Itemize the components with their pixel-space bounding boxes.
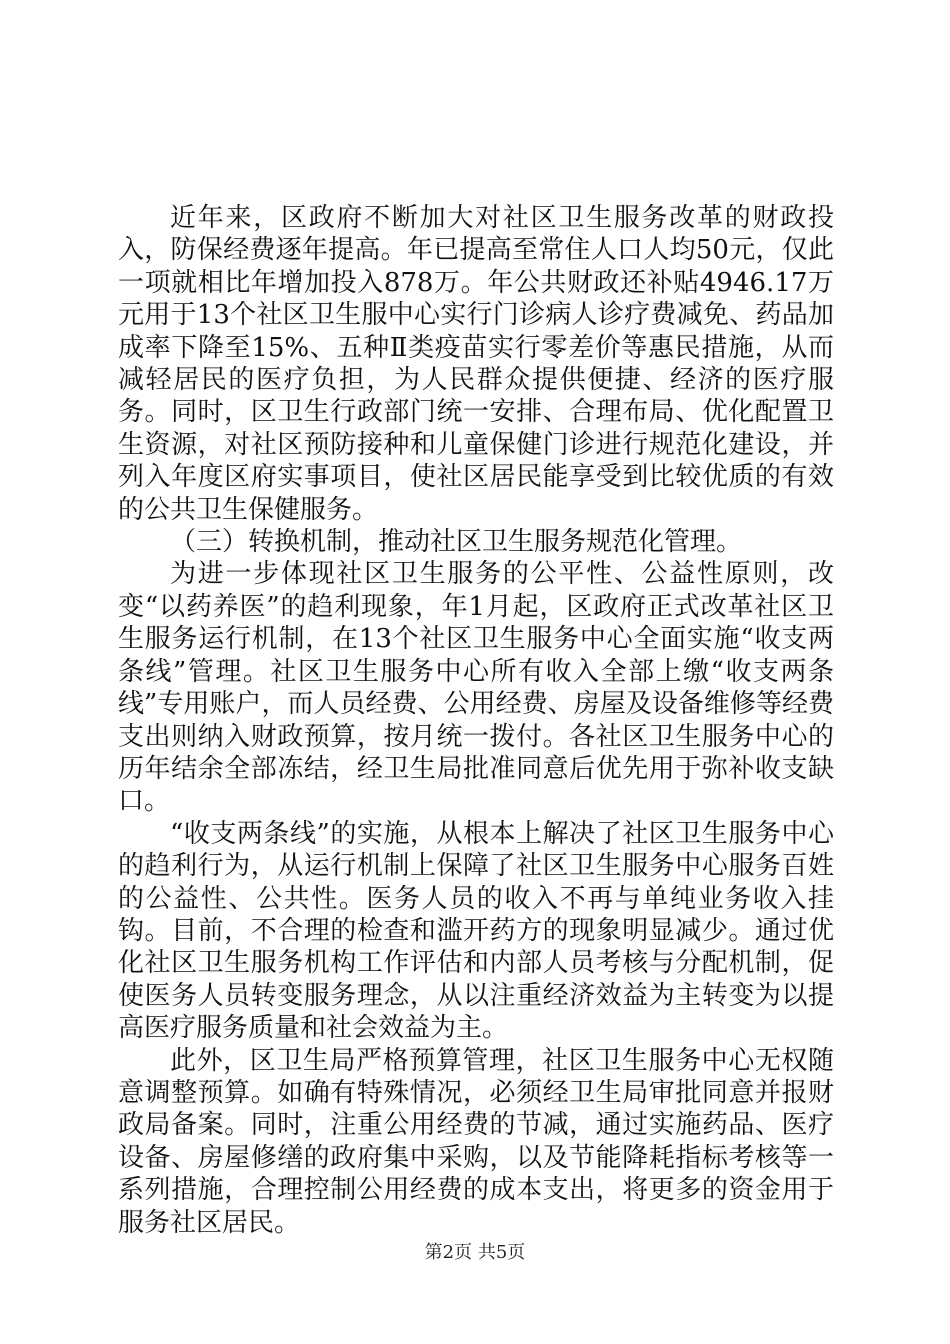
page-footer: 第2页 共5页 [424,1242,526,1263]
paragraph-budget-management: 此外，区卫生局严格预算管理，社区卫生服务中心无权随意调整预算。如确有特殊情况，必须经卫生局审批同意并报财政局备案。同时，注重公用经费的节减，通过实施药品、医疗设备、房屋修缮的政府集中采购，以及节能降耗指标考核等一系列措施，合理控制公用经费的成本支出，将更多的资金用于服务社区居民。 [118,1045,834,1238]
paragraph-two-lines-effect: “收支两条线”的实施，从根本上解决了社区卫生服务中心的趋利行为，从运行机制上保障了社区卫生服务中心服务百姓的公益性、公共性。医务人员的收入不再与单纯业务收入挂钩。目前，不合理的检查和滥开药方的现象明显减少。通过优化社区卫生服务机构工作评估和内部人员考核与分配机制，促使医务人员转变服务理念，从以注重经济效益为主转变为以提高医疗服务质量和社会效益为主。 [118,818,834,1044]
document-body [118,202,834,1239]
paragraph-two-lines-management: 为进一步体现社区卫生服务的公平性、公益性原则，改变“以药养医”的趋利现象，年1月起，区政府正式改革社区卫生服务运行机制，在13个社区卫生服务中心全面实施“收支两条线”管理。社区卫生服务中心所有收入全部上缴“收支两条线”专用账户，而人员经费、公用经费、房屋及设备维修等经费支出则纳入财政预算，按月统一拨付。各社区卫生服务中心的历年结余全部冻结，经卫生局批准同意后优先用于弥补收支缺口。 [118,559,834,817]
section-heading-mechanism: （三）转换机制，推动社区卫生服务规范化管理。 [170,527,743,558]
paragraph-financial-investment: 近年来，区政府不断加大对社区卫生服务改革的财政投入，防保经费逐年提高。年已提高至常住人口人均50元，仅此一项就相比年增加投入878万。年公共财政还补贴4946.17万元用于13个社区卫生服中心实行门诊病人诊疗费减免、药品加成率下降至15%、五种Ⅱ类疫苗实行零差价等惠民措施，从而减轻居民的医疗负担，为人民群众提供便捷、经济的医疗服务。同时，区卫生行政部门统一安排、合理布局、优化配置卫生资源，对社区预防接种和儿童保健门诊进行规范化建设，并列入年度区府实事项目，使社区居民能享受到比较优质的有效的公共卫生保健服务。 [118,203,834,525]
